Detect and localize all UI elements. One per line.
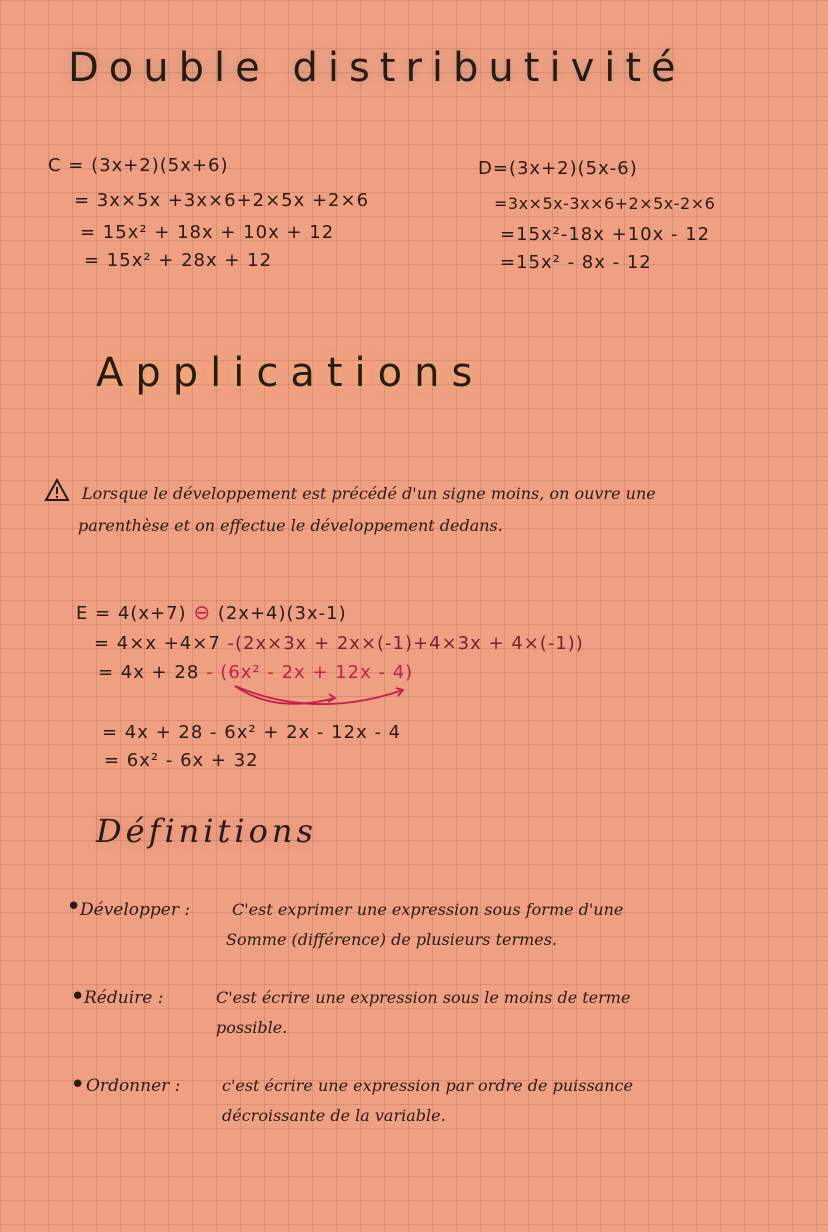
calc-d-line-1: D=(3x+2)(5x-6) bbox=[478, 158, 638, 179]
bullet-icon: • bbox=[66, 892, 82, 922]
definition-term: Ordonner : bbox=[86, 1076, 181, 1096]
definition-line-2: Somme (différence) de plusieurs termes. bbox=[226, 930, 558, 949]
definition-term: Réduire : bbox=[84, 988, 164, 1008]
applications-heading: Applications bbox=[96, 350, 485, 396]
page-title: Double distributivité bbox=[68, 45, 686, 91]
calc-e-line-2-red: -(2x×3x + 2x×(-1)+4×3x + 4×(-1)) bbox=[227, 633, 584, 654]
definition-line-1: C'est exprimer une expression sous forme d'une bbox=[232, 900, 624, 919]
definition-line-2: possible. bbox=[216, 1018, 288, 1037]
calc-c-line-1: C = (3x+2)(5x+6) bbox=[48, 155, 229, 176]
warning-text-line-2: parenthèse et on effectue le développement dedans. bbox=[78, 516, 503, 535]
calc-c-line-3: = 15x² + 18x + 10x + 12 bbox=[80, 222, 335, 243]
calc-e-line-2 bbox=[94, 633, 584, 654]
warning-text-line-1: Lorsque le développement est précédé d'un signe moins, on ouvre une bbox=[82, 484, 656, 503]
calc-e-line-1 bbox=[76, 600, 347, 624]
calc-e-line-3-start: = 4x + 28 bbox=[98, 662, 200, 683]
sign-change-arrows bbox=[215, 680, 475, 720]
bullet-icon: • bbox=[70, 1070, 86, 1100]
definition-term: Développer : bbox=[80, 900, 191, 920]
definition-line-1: c'est écrire une expression par ordre de puissance bbox=[222, 1076, 633, 1095]
bullet-icon: • bbox=[70, 982, 86, 1012]
warning-icon bbox=[44, 478, 70, 502]
calc-e-line-3-red: - (6x² - 2x + 12x - 4) bbox=[206, 662, 414, 683]
calc-e-line-1-end: (2x+4)(3x-1) bbox=[217, 603, 347, 624]
calc-e-line-5: = 6x² - 6x + 32 bbox=[104, 750, 259, 771]
calc-d-line-4: =15x² - 8x - 12 bbox=[500, 252, 652, 273]
definition-line-2: décroissante de la variable. bbox=[222, 1106, 446, 1125]
calc-d-line-3: =15x²-18x +10x - 12 bbox=[500, 224, 711, 245]
circled-minus-sign: ⊖ bbox=[193, 600, 212, 624]
calc-c-line-4: = 15x² + 28x + 12 bbox=[84, 250, 273, 271]
calc-e-line-4: = 4x + 28 - 6x² + 2x - 12x - 4 bbox=[102, 722, 402, 743]
calc-e-line-2-start: = 4×x +4×7 bbox=[94, 633, 221, 654]
calc-c-line-2: = 3x×5x +3x×6+2×5x +2×6 bbox=[74, 190, 370, 211]
definition-line-1: C'est écrire une expression sous le moins de terme bbox=[216, 988, 631, 1007]
calc-e-line-1-start: E = 4(x+7) bbox=[76, 603, 187, 624]
calc-d-line-2: =3x×5x-3x×6+2×5x-2×6 bbox=[494, 194, 716, 213]
definitions-heading: Définitions bbox=[96, 812, 317, 850]
